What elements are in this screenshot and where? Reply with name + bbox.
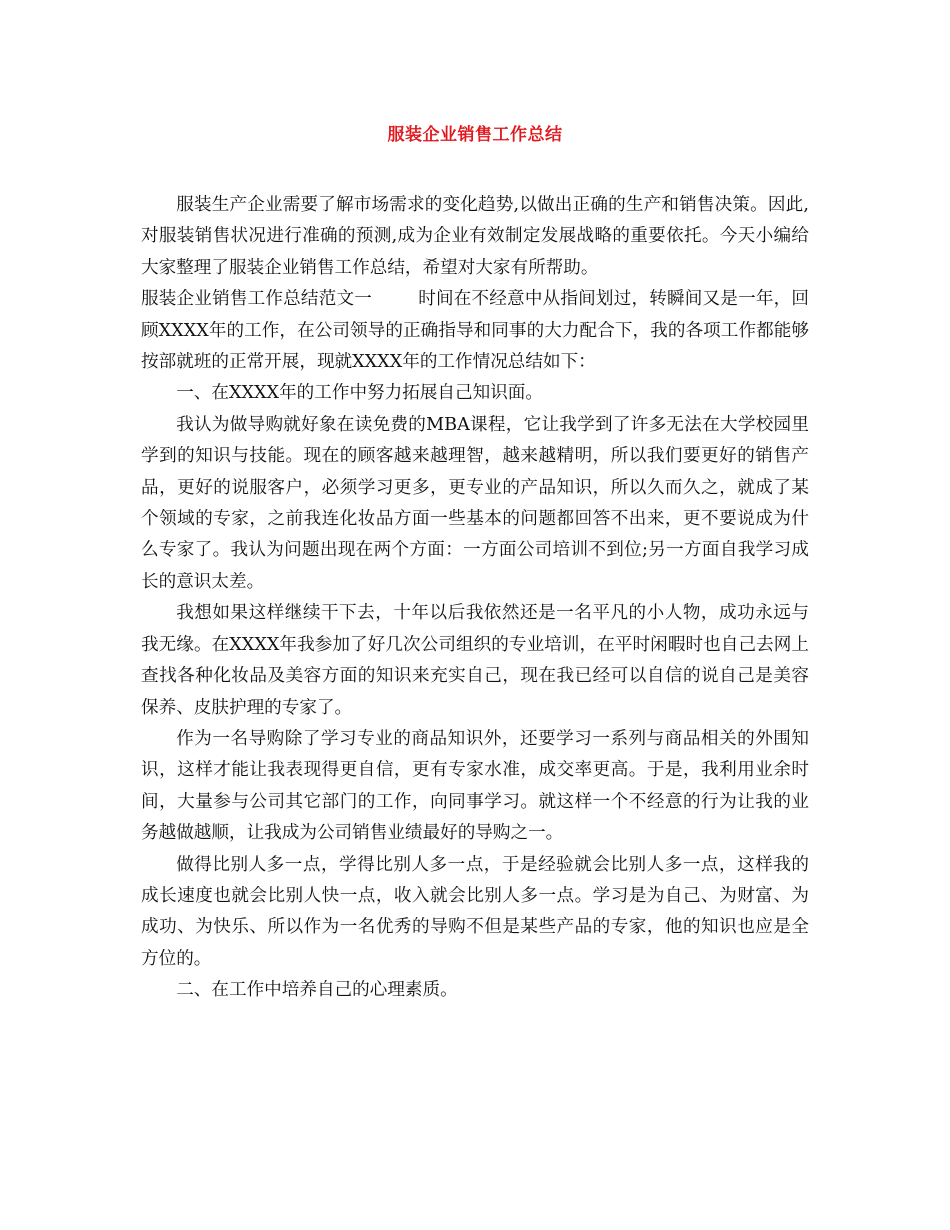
section-text: 时间在不经意中从指间划过，转瞬间又是一年，回顾XXXX年的工作，在公司领导的正确指导和同事的大力配合下，我的各项工作都能够按部就班的正常开展，现就XXXX年的工作情况总结如下： [141,289,809,373]
body-paragraph-4: 做得比别人多一点，学得比别人多一点，于是经验就会比别人多一点，这样我的成长速度也就会比别人快一点，收入就会比别人多一点。学习是为自己、为财富、为成功、为快乐、所以作为一名优秀的导购不但是某些产品的专家，他的知识也应是全方位的。 [141,854,809,969]
document-title: 服装企业销售工作总结 [387,125,563,145]
section-heading-2: 二、在工作中培养自己的心理素质。 [176,980,458,1001]
section-heading-1: 一、在XXXX年的工作中努力拓展自己知识面。 [176,383,543,404]
body-paragraph-3: 作为一名导购除了学习专业的商品知识外，还要学习一系列与商品相关的外围知识，这样才能让我表现得更自信，更有专家水准，成交率更高。于是，我利用业余时间，大量参与公司其它部门的工作，向同事学习。就这样一个不经意的行为让我的业务越做越顺，让我成为公司销售业绩最好的导购之一。 [141,728,809,844]
section-paragraph [141,284,809,378]
body-paragraph-2: 我想如果这样继续干下去，十年以后我依然还是一名平凡的小人物，成功永远与我无缘。在XXXX年我参加了好几次公司组织的专业培训，在平时闲暇时也自己去网上查找各种化妆品及美容方面的知识来充实自己，现在我已经可以自信的说自己是美容保养、皮肤护理的专家了。 [141,603,809,718]
document-body [141,190,809,1007]
section-label: 服装企业销售工作总结范文一 [141,289,373,310]
body-paragraph-1: 我认为做导购就好象在读免费的MBA课程，它让我学到了许多无法在大学校园里学到的知识与技能。现在的顾客越来越理智，越来越精明，所以我们要更好的销售产品，更好的说服客户，必须学习更多，更专业的产品知识，所以久而久之，就成了某个领域的专家，之前我连化妆品方面一些基本的问题都回答不出来，更不要说成为什么专家了。我认为问题出现在两个方面：一方面公司培训不到位;另一方面自我学习成长的意识太差。 [141,414,809,592]
intro-paragraph: 服装生产企业需要了解市场需求的变化趋势,以做出正确的生产和销售决策。因此,对服装销售状况进行准确的预测,成为企业有效制定发展战略的重要依托。今天小编给大家整理了服装企业销售工作总结，希望对大家有所帮助。 [141,195,809,278]
